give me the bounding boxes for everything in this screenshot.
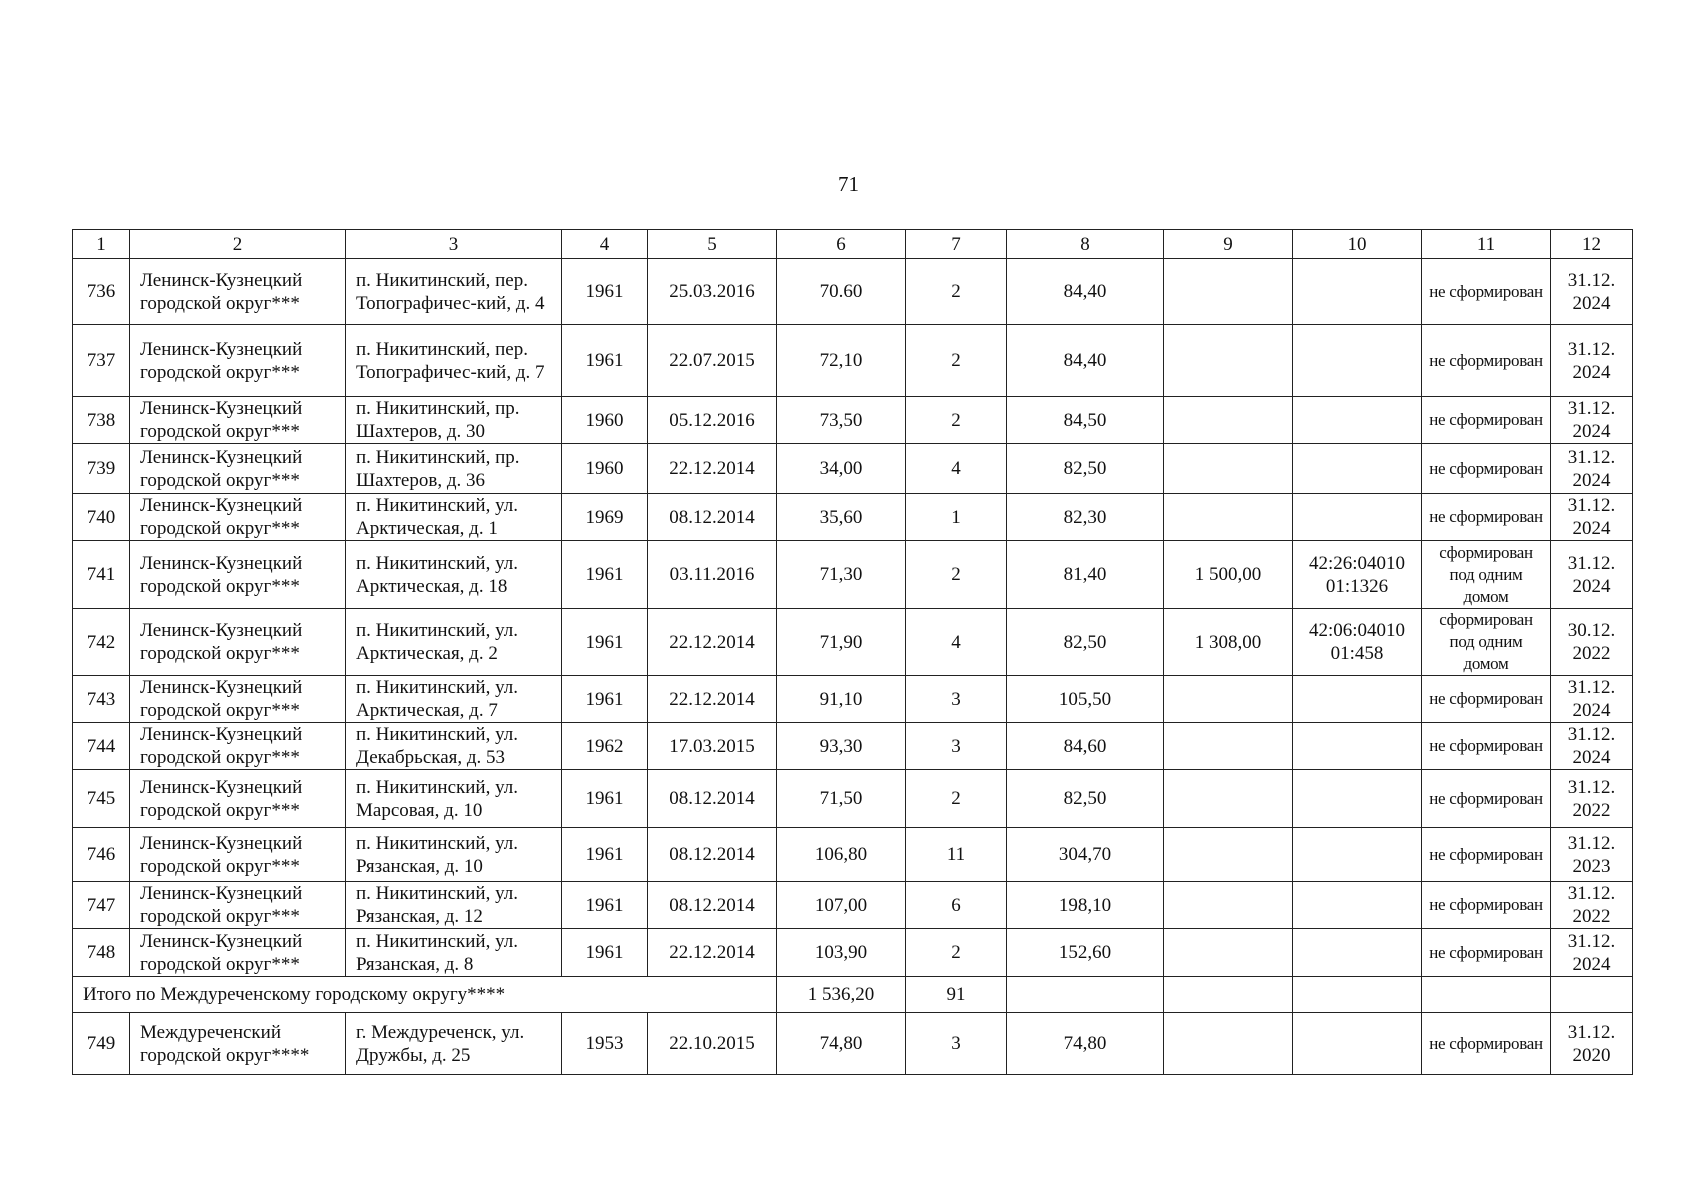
row-number-cell: 738 bbox=[73, 397, 130, 444]
land-area-cell: 1 308,00 bbox=[1164, 609, 1293, 676]
date-cell: 22.12.2014 bbox=[648, 444, 777, 494]
row-number-cell: 736 bbox=[73, 259, 130, 325]
district-cell: Ленинск-Кузнецкий городской округ*** bbox=[130, 882, 346, 929]
column-number-cell: 2 bbox=[130, 230, 346, 259]
residents-cell: 2 bbox=[906, 929, 1007, 977]
column-8-cell: 84,50 bbox=[1007, 397, 1164, 444]
date-cell: 25.03.2016 bbox=[648, 259, 777, 325]
column-8-cell: 84,40 bbox=[1007, 259, 1164, 325]
cadastral-number-cell bbox=[1293, 325, 1422, 397]
date-cell: 08.12.2014 bbox=[648, 494, 777, 541]
address-cell: п. Никитинский, пер. Топографичес-кий, д. 7 bbox=[346, 325, 562, 397]
deadline-cell: 31.12. 2024 bbox=[1551, 397, 1633, 444]
land-status-cell: не сформирован bbox=[1422, 494, 1551, 541]
date-cell: 17.03.2015 bbox=[648, 723, 777, 770]
address-cell: п. Никитинский, ул. Рязанская, д. 12 bbox=[346, 882, 562, 929]
land-status-cell: не сформирован bbox=[1422, 676, 1551, 723]
row-number-cell: 741 bbox=[73, 541, 130, 609]
table-row bbox=[73, 882, 1633, 929]
deadline-cell: 31.12. 2023 bbox=[1551, 828, 1633, 882]
deadline-cell: 31.12. 2024 bbox=[1551, 494, 1633, 541]
residents-cell: 2 bbox=[906, 259, 1007, 325]
land-area-cell bbox=[1164, 325, 1293, 397]
cadastral-number-cell bbox=[1293, 397, 1422, 444]
total-area-cell: 1 536,20 bbox=[777, 977, 906, 1013]
column-number-cell: 5 bbox=[648, 230, 777, 259]
area-cell: 107,00 bbox=[777, 882, 906, 929]
residents-cell: 2 bbox=[906, 397, 1007, 444]
empty-cell bbox=[1293, 977, 1422, 1013]
column-number-cell: 8 bbox=[1007, 230, 1164, 259]
area-cell: 71,50 bbox=[777, 770, 906, 828]
cadastral-number-cell bbox=[1293, 1013, 1422, 1075]
column-8-cell: 81,40 bbox=[1007, 541, 1164, 609]
cadastral-number-cell: 42:26:04010 01:1326 bbox=[1293, 541, 1422, 609]
land-area-cell bbox=[1164, 882, 1293, 929]
land-area-cell bbox=[1164, 828, 1293, 882]
cadastral-number-cell: 42:06:04010 01:458 bbox=[1293, 609, 1422, 676]
area-cell: 72,10 bbox=[777, 325, 906, 397]
land-status-cell: не сформирован bbox=[1422, 325, 1551, 397]
column-number-cell: 4 bbox=[562, 230, 648, 259]
address-cell: п. Никитинский, ул. Арктическая, д. 7 bbox=[346, 676, 562, 723]
column-8-cell: 198,10 bbox=[1007, 882, 1164, 929]
column-8-cell: 84,60 bbox=[1007, 723, 1164, 770]
land-area-cell bbox=[1164, 929, 1293, 977]
area-cell: 93,30 bbox=[777, 723, 906, 770]
year-cell: 1961 bbox=[562, 929, 648, 977]
residents-cell: 11 bbox=[906, 828, 1007, 882]
deadline-cell: 31.12. 2024 bbox=[1551, 541, 1633, 609]
address-cell: п. Никитинский, ул. Арктическая, д. 1 bbox=[346, 494, 562, 541]
column-number-cell: 9 bbox=[1164, 230, 1293, 259]
year-cell: 1962 bbox=[562, 723, 648, 770]
address-cell: п. Никитинский, пр. Шахтеров, д. 30 bbox=[346, 397, 562, 444]
table-row bbox=[73, 541, 1633, 609]
land-status-cell: не сформирован bbox=[1422, 882, 1551, 929]
date-cell: 08.12.2014 bbox=[648, 770, 777, 828]
year-cell: 1961 bbox=[562, 259, 648, 325]
column-number-cell: 1 bbox=[73, 230, 130, 259]
row-number-cell: 744 bbox=[73, 723, 130, 770]
column-8-cell: 105,50 bbox=[1007, 676, 1164, 723]
date-cell: 22.07.2015 bbox=[648, 325, 777, 397]
row-number-cell: 743 bbox=[73, 676, 130, 723]
column-number-cell: 11 bbox=[1422, 230, 1551, 259]
total-label-cell: Итого по Междуреченскому городскому округу**** bbox=[73, 977, 777, 1013]
table-row bbox=[73, 676, 1633, 723]
row-number-cell: 739 bbox=[73, 444, 130, 494]
cadastral-number-cell bbox=[1293, 929, 1422, 977]
cadastral-number-cell bbox=[1293, 676, 1422, 723]
column-8-cell: 304,70 bbox=[1007, 828, 1164, 882]
land-status-cell: сформирован под одним домом bbox=[1422, 609, 1551, 676]
column-number-cell: 10 bbox=[1293, 230, 1422, 259]
residents-cell: 4 bbox=[906, 444, 1007, 494]
table-row bbox=[73, 325, 1633, 397]
row-number-cell: 748 bbox=[73, 929, 130, 977]
area-cell: 74,80 bbox=[777, 1013, 906, 1075]
table-row bbox=[73, 723, 1633, 770]
column-8-cell: 84,40 bbox=[1007, 325, 1164, 397]
deadline-cell: 31.12. 2024 bbox=[1551, 723, 1633, 770]
land-area-cell: 1 500,00 bbox=[1164, 541, 1293, 609]
address-cell: п. Никитинский, ул. Арктическая, д. 18 bbox=[346, 541, 562, 609]
deadline-cell: 31.12. 2020 bbox=[1551, 1013, 1633, 1075]
district-cell: Ленинск-Кузнецкий городской округ*** bbox=[130, 609, 346, 676]
residents-cell: 2 bbox=[906, 325, 1007, 397]
area-cell: 106,80 bbox=[777, 828, 906, 882]
table-row bbox=[73, 609, 1633, 676]
district-cell: Ленинск-Кузнецкий городской округ*** bbox=[130, 541, 346, 609]
deadline-cell: 31.12. 2024 bbox=[1551, 444, 1633, 494]
column-number-cell: 7 bbox=[906, 230, 1007, 259]
land-status-cell: не сформирован bbox=[1422, 444, 1551, 494]
row-number-cell: 747 bbox=[73, 882, 130, 929]
column-8-cell: 82,50 bbox=[1007, 609, 1164, 676]
area-cell: 103,90 bbox=[777, 929, 906, 977]
row-number-cell: 740 bbox=[73, 494, 130, 541]
year-cell: 1961 bbox=[562, 676, 648, 723]
residents-cell: 6 bbox=[906, 882, 1007, 929]
total-row bbox=[73, 977, 1633, 1013]
year-cell: 1961 bbox=[562, 828, 648, 882]
land-area-cell bbox=[1164, 444, 1293, 494]
table-row bbox=[73, 1013, 1633, 1075]
district-cell: Ленинск-Кузнецкий городской округ*** bbox=[130, 828, 346, 882]
land-status-cell: не сформирован bbox=[1422, 828, 1551, 882]
empty-cell bbox=[1551, 977, 1633, 1013]
table-row bbox=[73, 444, 1633, 494]
row-number-cell: 746 bbox=[73, 828, 130, 882]
address-cell: г. Междуреченск, ул. Дружбы, д. 25 bbox=[346, 1013, 562, 1075]
land-status-cell: не сформирован bbox=[1422, 397, 1551, 444]
area-cell: 73,50 bbox=[777, 397, 906, 444]
district-cell: Ленинск-Кузнецкий городской округ*** bbox=[130, 494, 346, 541]
table-row bbox=[73, 770, 1633, 828]
date-cell: 22.12.2014 bbox=[648, 609, 777, 676]
year-cell: 1961 bbox=[562, 882, 648, 929]
area-cell: 71,30 bbox=[777, 541, 906, 609]
district-cell: Междуреченский городской округ**** bbox=[130, 1013, 346, 1075]
year-cell: 1960 bbox=[562, 444, 648, 494]
district-cell: Ленинск-Кузнецкий городской округ*** bbox=[130, 325, 346, 397]
deadline-cell: 30.12. 2022 bbox=[1551, 609, 1633, 676]
address-cell: п. Никитинский, ул. Декабрьская, д. 53 bbox=[346, 723, 562, 770]
address-cell: п. Никитинский, пер. Топографичес-кий, д. 4 bbox=[346, 259, 562, 325]
land-area-cell bbox=[1164, 676, 1293, 723]
residents-cell: 1 bbox=[906, 494, 1007, 541]
land-status-cell: не сформирован bbox=[1422, 723, 1551, 770]
land-area-cell bbox=[1164, 1013, 1293, 1075]
date-cell: 08.12.2014 bbox=[648, 882, 777, 929]
district-cell: Ленинск-Кузнецкий городской округ*** bbox=[130, 259, 346, 325]
residents-cell: 2 bbox=[906, 770, 1007, 828]
year-cell: 1969 bbox=[562, 494, 648, 541]
cadastral-number-cell bbox=[1293, 494, 1422, 541]
cadastral-number-cell bbox=[1293, 444, 1422, 494]
cadastral-number-cell bbox=[1293, 770, 1422, 828]
land-status-cell: не сформирован bbox=[1422, 770, 1551, 828]
year-cell: 1960 bbox=[562, 397, 648, 444]
table-row bbox=[73, 828, 1633, 882]
column-8-cell: 74,80 bbox=[1007, 1013, 1164, 1075]
date-cell: 22.12.2014 bbox=[648, 676, 777, 723]
cadastral-number-cell bbox=[1293, 259, 1422, 325]
area-cell: 70.60 bbox=[777, 259, 906, 325]
address-cell: п. Никитинский, ул. Арктическая, д. 2 bbox=[346, 609, 562, 676]
date-cell: 22.12.2014 bbox=[648, 929, 777, 977]
total-residents-cell: 91 bbox=[906, 977, 1007, 1013]
land-status-cell: не сформирован bbox=[1422, 1013, 1551, 1075]
district-cell: Ленинск-Кузнецкий городской округ*** bbox=[130, 723, 346, 770]
row-number-cell: 745 bbox=[73, 770, 130, 828]
land-area-cell bbox=[1164, 494, 1293, 541]
district-cell: Ленинск-Кузнецкий городской округ*** bbox=[130, 444, 346, 494]
address-cell: п. Никитинский, ул. Рязанская, д. 10 bbox=[346, 828, 562, 882]
column-number-row bbox=[73, 230, 1633, 259]
row-number-cell: 749 bbox=[73, 1013, 130, 1075]
deadline-cell: 31.12. 2024 bbox=[1551, 676, 1633, 723]
row-number-cell: 737 bbox=[73, 325, 130, 397]
land-status-cell: не сформирован bbox=[1422, 929, 1551, 977]
column-8-cell: 82,50 bbox=[1007, 444, 1164, 494]
address-cell: п. Никитинский, ул. Рязанская, д. 8 bbox=[346, 929, 562, 977]
area-cell: 34,00 bbox=[777, 444, 906, 494]
district-cell: Ленинск-Кузнецкий городской округ*** bbox=[130, 397, 346, 444]
date-cell: 22.10.2015 bbox=[648, 1013, 777, 1075]
empty-cell bbox=[1422, 977, 1551, 1013]
cadastral-number-cell bbox=[1293, 723, 1422, 770]
district-cell: Ленинск-Кузнецкий городской округ*** bbox=[130, 770, 346, 828]
land-area-cell bbox=[1164, 770, 1293, 828]
table-row bbox=[73, 929, 1633, 977]
land-area-cell bbox=[1164, 723, 1293, 770]
address-cell: п. Никитинский, ул. Марсовая, д. 10 bbox=[346, 770, 562, 828]
deadline-cell: 31.12. 2024 bbox=[1551, 325, 1633, 397]
deadline-cell: 31.12. 2024 bbox=[1551, 259, 1633, 325]
year-cell: 1961 bbox=[562, 609, 648, 676]
district-cell: Ленинск-Кузнецкий городской округ*** bbox=[130, 929, 346, 977]
cadastral-number-cell bbox=[1293, 882, 1422, 929]
table-row bbox=[73, 494, 1633, 541]
empty-cell bbox=[1164, 977, 1293, 1013]
table-row bbox=[73, 397, 1633, 444]
year-cell: 1961 bbox=[562, 325, 648, 397]
land-area-cell bbox=[1164, 397, 1293, 444]
residents-cell: 4 bbox=[906, 609, 1007, 676]
land-area-cell bbox=[1164, 259, 1293, 325]
table-row bbox=[73, 259, 1633, 325]
area-cell: 71,90 bbox=[777, 609, 906, 676]
residents-cell: 3 bbox=[906, 1013, 1007, 1075]
deadline-cell: 31.12. 2024 bbox=[1551, 929, 1633, 977]
column-8-cell: 82,50 bbox=[1007, 770, 1164, 828]
district-cell: Ленинск-Кузнецкий городской округ*** bbox=[130, 676, 346, 723]
column-number-cell: 12 bbox=[1551, 230, 1633, 259]
area-cell: 35,60 bbox=[777, 494, 906, 541]
page-number: 71 bbox=[838, 172, 859, 196]
column-number-cell: 3 bbox=[346, 230, 562, 259]
land-status-cell: сформирован под одним домом bbox=[1422, 541, 1551, 609]
column-8-cell: 152,60 bbox=[1007, 929, 1164, 977]
cadastral-number-cell bbox=[1293, 828, 1422, 882]
year-cell: 1953 bbox=[562, 1013, 648, 1075]
column-number-cell: 6 bbox=[777, 230, 906, 259]
year-cell: 1961 bbox=[562, 770, 648, 828]
area-cell: 91,10 bbox=[777, 676, 906, 723]
date-cell: 08.12.2014 bbox=[648, 828, 777, 882]
empty-cell bbox=[1007, 977, 1164, 1013]
residents-cell: 3 bbox=[906, 676, 1007, 723]
deadline-cell: 31.12. 2022 bbox=[1551, 882, 1633, 929]
year-cell: 1961 bbox=[562, 541, 648, 609]
residents-cell: 3 bbox=[906, 723, 1007, 770]
address-cell: п. Никитинский, пр. Шахтеров, д. 36 bbox=[346, 444, 562, 494]
deadline-cell: 31.12. 2022 bbox=[1551, 770, 1633, 828]
row-number-cell: 742 bbox=[73, 609, 130, 676]
date-cell: 03.11.2016 bbox=[648, 541, 777, 609]
date-cell: 05.12.2016 bbox=[648, 397, 777, 444]
residents-cell: 2 bbox=[906, 541, 1007, 609]
column-8-cell: 82,30 bbox=[1007, 494, 1164, 541]
land-status-cell: не сформирован bbox=[1422, 259, 1551, 325]
housing-register-table bbox=[72, 229, 1633, 1075]
